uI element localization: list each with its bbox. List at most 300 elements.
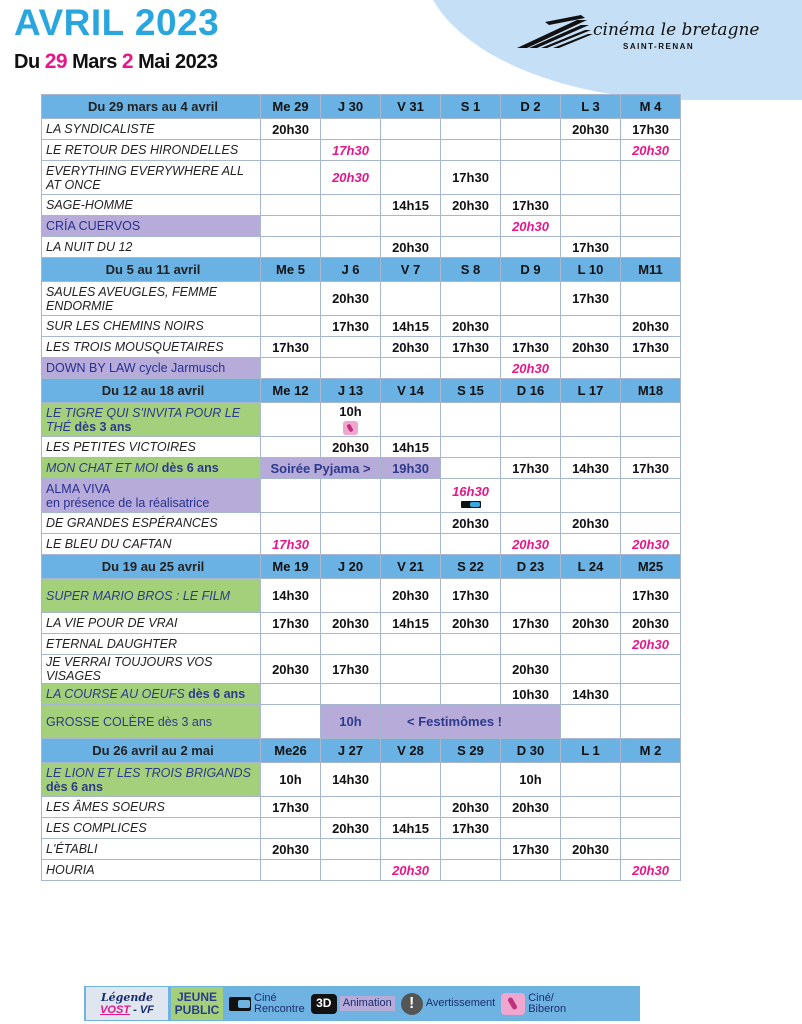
day-header: D 2 — [501, 95, 561, 119]
legend-languages — [100, 1004, 154, 1016]
showtime — [381, 839, 441, 860]
day-header: Me26 — [261, 739, 321, 763]
film-row — [42, 818, 681, 839]
showtime: 17h30 — [501, 613, 561, 634]
day-header: S 22 — [441, 555, 501, 579]
showtime — [621, 237, 681, 258]
legend-cine-biberon — [501, 993, 566, 1015]
legend-jeune: JEUNE — [176, 989, 217, 1004]
day-header: L 3 — [561, 95, 621, 119]
showtime — [621, 818, 681, 839]
film-row — [42, 403, 681, 437]
showtime — [561, 818, 621, 839]
showtime — [561, 763, 621, 797]
showtime — [321, 797, 381, 818]
film-stripes-icon — [515, 14, 593, 50]
showtime — [321, 479, 381, 513]
age-tag: dès 6 ans — [188, 687, 246, 701]
showtime — [261, 216, 321, 237]
showtime — [321, 337, 381, 358]
showtime — [381, 161, 441, 195]
showtime: 20h30 — [381, 337, 441, 358]
showtime — [561, 161, 621, 195]
showtime: 17h30 — [261, 613, 321, 634]
day-header: J 27 — [321, 739, 381, 763]
showtime — [261, 437, 321, 458]
week-label: Du 26 avril au 2 mai — [42, 739, 261, 763]
film-row — [42, 282, 681, 316]
showtime — [561, 655, 621, 684]
film-title-text: LE TIGRE QUI S'INVITA POUR LE THÉ — [46, 405, 241, 434]
showtime: 17h30 — [621, 337, 681, 358]
showtime — [321, 237, 381, 258]
day-header: D 23 — [501, 555, 561, 579]
legend-vf: VF — [139, 1004, 154, 1016]
showtime — [441, 216, 501, 237]
showtime — [561, 403, 621, 437]
film-title: SAULES AVEUGLES, FEMME ENDORMIE — [42, 282, 261, 316]
showtime — [441, 763, 501, 797]
showtime — [561, 316, 621, 337]
day-header: S 15 — [441, 379, 501, 403]
film-title: LES PETITES VICTOIRES — [42, 437, 261, 458]
showtime — [561, 705, 621, 739]
event-label: < Festimômes ! — [381, 705, 561, 739]
showtime — [561, 216, 621, 237]
day-header: S 29 — [441, 739, 501, 763]
showtime — [381, 763, 441, 797]
showtime — [321, 860, 381, 881]
day-header: M25 — [621, 555, 681, 579]
showtime — [501, 818, 561, 839]
showtime: 17h30 — [561, 237, 621, 258]
showtime: 10h — [339, 404, 362, 419]
showtime-vost: 20h30 — [621, 534, 681, 555]
day-header: L 1 — [561, 739, 621, 763]
legend-jeune-public — [171, 987, 223, 1020]
showtime: 17h30 — [561, 282, 621, 316]
film-row — [42, 839, 681, 860]
showtime — [321, 839, 381, 860]
film-row — [42, 479, 681, 513]
showtime — [261, 358, 321, 379]
film-title — [42, 403, 261, 437]
showtime — [621, 161, 681, 195]
showtime — [261, 161, 321, 195]
day-header: J 13 — [321, 379, 381, 403]
showtime — [381, 403, 441, 437]
legend-vost-vf — [86, 987, 168, 1020]
legend-cine: Ciné — [254, 991, 277, 1004]
showtime — [261, 282, 321, 316]
showtime: 20h30 — [561, 839, 621, 860]
week-header — [42, 555, 681, 579]
showtime — [501, 140, 561, 161]
showtime — [321, 195, 381, 216]
showtime — [621, 216, 681, 237]
date-range — [14, 50, 218, 74]
showtime: 20h30 — [261, 655, 321, 684]
showtime-vost: 16h30 — [452, 483, 489, 499]
showtime: 17h30 — [321, 655, 381, 684]
showtime: 17h30 — [441, 818, 501, 839]
showtime: 19h30 — [381, 458, 441, 479]
showtime: 14h15 — [381, 818, 441, 839]
showtime — [621, 839, 681, 860]
film-row — [42, 860, 681, 881]
day-header: V 14 — [381, 379, 441, 403]
film-title: LA VIE POUR DE VRAI — [42, 613, 261, 634]
day-header: Me 5 — [261, 258, 321, 282]
showtime: 14h15 — [381, 613, 441, 634]
showtime — [441, 403, 501, 437]
film-row — [42, 119, 681, 140]
day-header: M18 — [621, 379, 681, 403]
showtime — [381, 797, 441, 818]
showtime: 20h30 — [501, 655, 561, 684]
showtime — [561, 579, 621, 613]
day-header: D 9 — [501, 258, 561, 282]
cine-biberon-icon — [343, 421, 358, 435]
showtime — [321, 119, 381, 140]
film-title: GROSSE COLÈRE dès 3 ans — [42, 705, 261, 739]
showtime: 17h30 — [441, 161, 501, 195]
showtime: 20h30 — [561, 613, 621, 634]
film-row — [42, 358, 681, 379]
week-header — [42, 95, 681, 119]
film-title: SUR LES CHEMINS NOIRS — [42, 316, 261, 337]
film-row — [42, 195, 681, 216]
showtime — [621, 403, 681, 437]
age-tag: dès 3 ans — [74, 419, 132, 434]
age-tag: dès 6 ans — [46, 779, 103, 794]
showtime-cell — [441, 479, 501, 513]
showtime — [381, 513, 441, 534]
showtime — [501, 119, 561, 140]
showtime-vost: 20h30 — [621, 140, 681, 161]
showtime — [441, 437, 501, 458]
film-title: LES COMPLICES — [42, 818, 261, 839]
day-header: M 2 — [621, 739, 681, 763]
film-title: CRÍA CUERVOS — [42, 216, 261, 237]
baby-bottle-icon — [501, 993, 525, 1015]
showtime — [441, 237, 501, 258]
film-title: LE BLEU DU CAFTAN — [42, 534, 261, 555]
showtime — [381, 684, 441, 705]
showtime: 20h30 — [321, 437, 381, 458]
legend-cine-bib: Ciné/ — [528, 991, 554, 1004]
showtime: 17h30 — [441, 579, 501, 613]
legend-vost: VOST — [100, 1004, 131, 1016]
film-row — [42, 437, 681, 458]
showtime-vost: 20h30 — [621, 634, 681, 655]
showtime — [321, 216, 381, 237]
week-label: Du 12 au 18 avril — [42, 379, 261, 403]
day-header: J 20 — [321, 555, 381, 579]
showtime-vost: 20h30 — [501, 216, 561, 237]
showtime: 17h30 — [501, 839, 561, 860]
showtime — [321, 534, 381, 555]
showtime — [621, 705, 681, 739]
showtime — [501, 634, 561, 655]
day-header: M11 — [621, 258, 681, 282]
showtime: 14h15 — [381, 316, 441, 337]
legend-cine-rencontre — [229, 993, 305, 1015]
film-row — [42, 634, 681, 655]
showtime — [321, 358, 381, 379]
day-header: D 16 — [501, 379, 561, 403]
film-row — [42, 655, 681, 684]
showtime: 20h30 — [621, 613, 681, 634]
legend-title: Légende — [100, 991, 154, 1004]
day-header: D 30 — [501, 739, 561, 763]
film-title-text: LE LION ET LES TROIS BRIGANDS — [46, 765, 251, 780]
showtime: 17h30 — [261, 797, 321, 818]
showtime — [561, 860, 621, 881]
legend-3d-animation — [311, 994, 395, 1014]
showtime: 20h30 — [561, 337, 621, 358]
showtime: 20h30 — [561, 513, 621, 534]
showtime — [501, 479, 561, 513]
showtime — [381, 140, 441, 161]
showtime — [501, 437, 561, 458]
showtime: 10h — [501, 763, 561, 797]
showtime: 20h30 — [621, 316, 681, 337]
film-row — [42, 763, 681, 797]
showtime: 20h30 — [501, 797, 561, 818]
showtime: 20h30 — [561, 119, 621, 140]
showtime: 20h30 — [321, 818, 381, 839]
showtime: 17h30 — [621, 119, 681, 140]
showtime — [441, 119, 501, 140]
film-title: DE GRANDES ESPÉRANCES — [42, 513, 261, 534]
film-title: SUPER MARIO BROS : LE FILM — [42, 579, 261, 613]
showtime-vost: 20h30 — [621, 860, 681, 881]
showtime — [261, 403, 321, 437]
film-row — [42, 613, 681, 634]
showtime: 20h30 — [441, 613, 501, 634]
showtime-vost: 20h30 — [321, 161, 381, 195]
showtime — [441, 655, 501, 684]
film-title — [42, 763, 261, 797]
day-header: J 30 — [321, 95, 381, 119]
showtime: 17h30 — [621, 458, 681, 479]
showtime-vost: 17h30 — [261, 534, 321, 555]
showtime — [621, 479, 681, 513]
showtime: 20h30 — [441, 797, 501, 818]
film-title: DOWN BY LAW cycle Jarmusch — [42, 358, 261, 379]
showtime-vost: 20h30 — [501, 358, 561, 379]
showtime: 17h30 — [501, 337, 561, 358]
film-title-text: MON CHAT ET MOI — [46, 461, 159, 475]
showtime — [261, 237, 321, 258]
film-row — [42, 337, 681, 358]
cinema-logo — [515, 12, 760, 58]
film-title: LES TROIS MOUSQUETAIRES — [42, 337, 261, 358]
showtime: 20h30 — [261, 839, 321, 860]
event-label: Soirée Pyjama > — [261, 458, 381, 479]
showtime — [381, 119, 441, 140]
showtime — [621, 763, 681, 797]
showtime: 14h30 — [321, 763, 381, 797]
showtime — [621, 358, 681, 379]
end-day: 2 — [121, 50, 134, 73]
schedule-table — [41, 94, 681, 881]
legend-sep: - — [130, 1004, 140, 1016]
day-header: V 7 — [381, 258, 441, 282]
day-header: Me 19 — [261, 555, 321, 579]
week-header — [42, 739, 681, 763]
film-row — [42, 316, 681, 337]
showtime — [321, 634, 381, 655]
showtime — [621, 684, 681, 705]
date-mid: Mars — [67, 51, 122, 73]
film-row — [42, 705, 681, 739]
showtime: 20h30 — [261, 119, 321, 140]
film-title: ETERNAL DAUGHTER — [42, 634, 261, 655]
day-header: V 31 — [381, 95, 441, 119]
showtime — [501, 316, 561, 337]
film-subtitle: en présence de la réalisatrice — [46, 495, 210, 510]
age-tag: dès 6 ans — [161, 461, 219, 475]
showtime: 10h — [321, 705, 381, 739]
showtime — [441, 282, 501, 316]
day-header: L 17 — [561, 379, 621, 403]
showtime: 17h30 — [501, 195, 561, 216]
showtime-vost: 20h30 — [381, 860, 441, 881]
legend-animation: Animation — [340, 996, 395, 1011]
day-header: S 1 — [441, 95, 501, 119]
showtime — [441, 860, 501, 881]
showtime-cell — [321, 403, 381, 437]
showtime — [501, 282, 561, 316]
film-title — [42, 684, 261, 705]
legend-biberon: Biberon — [528, 1002, 567, 1015]
film-title-text: LA COURSE AU OEUFS — [46, 687, 185, 701]
showtime: 20h30 — [441, 513, 501, 534]
day-header: S 8 — [441, 258, 501, 282]
date-suffix: Mai 2023 — [133, 51, 218, 73]
showtime: 14h15 — [381, 195, 441, 216]
film-title: EVERYTHING EVERYWHERE ALL AT ONCE — [42, 161, 261, 195]
showtime — [621, 195, 681, 216]
showtime-vost: 20h30 — [501, 534, 561, 555]
3d-icon: 3D — [311, 994, 337, 1014]
showtime: 17h30 — [621, 579, 681, 613]
showtime — [501, 513, 561, 534]
film-title: LES ÂMES SOEURS — [42, 797, 261, 818]
showtime — [561, 479, 621, 513]
showtime — [501, 161, 561, 195]
cine-rencontre-icon — [229, 997, 251, 1011]
film-row — [42, 579, 681, 613]
showtime — [381, 358, 441, 379]
warning-icon: ! — [401, 993, 423, 1015]
day-header: V 21 — [381, 555, 441, 579]
film-title: JE VERRAI TOUJOURS VOS VISAGES — [42, 655, 261, 684]
showtime — [621, 437, 681, 458]
date-prefix: Du — [14, 51, 45, 73]
week-label: Du 19 au 25 avril — [42, 555, 261, 579]
film-title: LA SYNDICALISTE — [42, 119, 261, 140]
day-header: L 24 — [561, 555, 621, 579]
showtime — [261, 195, 321, 216]
showtime — [561, 437, 621, 458]
legend-rencontre: Rencontre — [254, 1002, 305, 1015]
showtime — [381, 634, 441, 655]
showtime — [621, 797, 681, 818]
showtime: 20h30 — [381, 237, 441, 258]
film-title — [42, 479, 261, 513]
film-row — [42, 458, 681, 479]
showtime — [261, 684, 321, 705]
showtime — [261, 513, 321, 534]
showtime — [441, 358, 501, 379]
week-label: Du 29 mars au 4 avril — [42, 95, 261, 119]
showtime — [501, 860, 561, 881]
day-header: M 4 — [621, 95, 681, 119]
film-row — [42, 684, 681, 705]
film-title: LA NUIT DU 12 — [42, 237, 261, 258]
showtime — [381, 534, 441, 555]
day-header: J 6 — [321, 258, 381, 282]
showtime — [621, 655, 681, 684]
legend-biberon-text — [528, 993, 566, 1015]
showtime — [381, 479, 441, 513]
film-title: L'ÉTABLI — [42, 839, 261, 860]
showtime: 17h30 — [321, 316, 381, 337]
film-title: SAGE-HOMME — [42, 195, 261, 216]
showtime — [561, 358, 621, 379]
showtime: 14h30 — [261, 579, 321, 613]
showtime — [441, 839, 501, 860]
showtime — [561, 797, 621, 818]
showtime — [261, 140, 321, 161]
day-header: Me 12 — [261, 379, 321, 403]
showtime: 20h30 — [321, 282, 381, 316]
week-header — [42, 379, 681, 403]
legend — [84, 986, 640, 1021]
showtime: 17h30 — [261, 337, 321, 358]
showtime-vost: 17h30 — [321, 140, 381, 161]
film-row — [42, 161, 681, 195]
showtime — [561, 140, 621, 161]
film-title — [42, 458, 261, 479]
showtime — [441, 534, 501, 555]
showtime — [501, 237, 561, 258]
showtime — [561, 634, 621, 655]
showtime — [621, 282, 681, 316]
film-row — [42, 534, 681, 555]
film-row — [42, 216, 681, 237]
showtime — [261, 860, 321, 881]
film-row — [42, 797, 681, 818]
day-header: L 10 — [561, 258, 621, 282]
film-row — [42, 513, 681, 534]
showtime: 10h — [261, 763, 321, 797]
week-label: Du 5 au 11 avril — [42, 258, 261, 282]
legend-avertissement — [401, 993, 496, 1015]
showtime — [561, 195, 621, 216]
cinema-town: SAINT-RENAN — [623, 42, 695, 51]
showtime — [261, 818, 321, 839]
showtime — [501, 579, 561, 613]
film-row — [42, 140, 681, 161]
showtime — [621, 513, 681, 534]
showtime — [441, 458, 501, 479]
showtime — [441, 684, 501, 705]
showtime: 20h30 — [441, 195, 501, 216]
